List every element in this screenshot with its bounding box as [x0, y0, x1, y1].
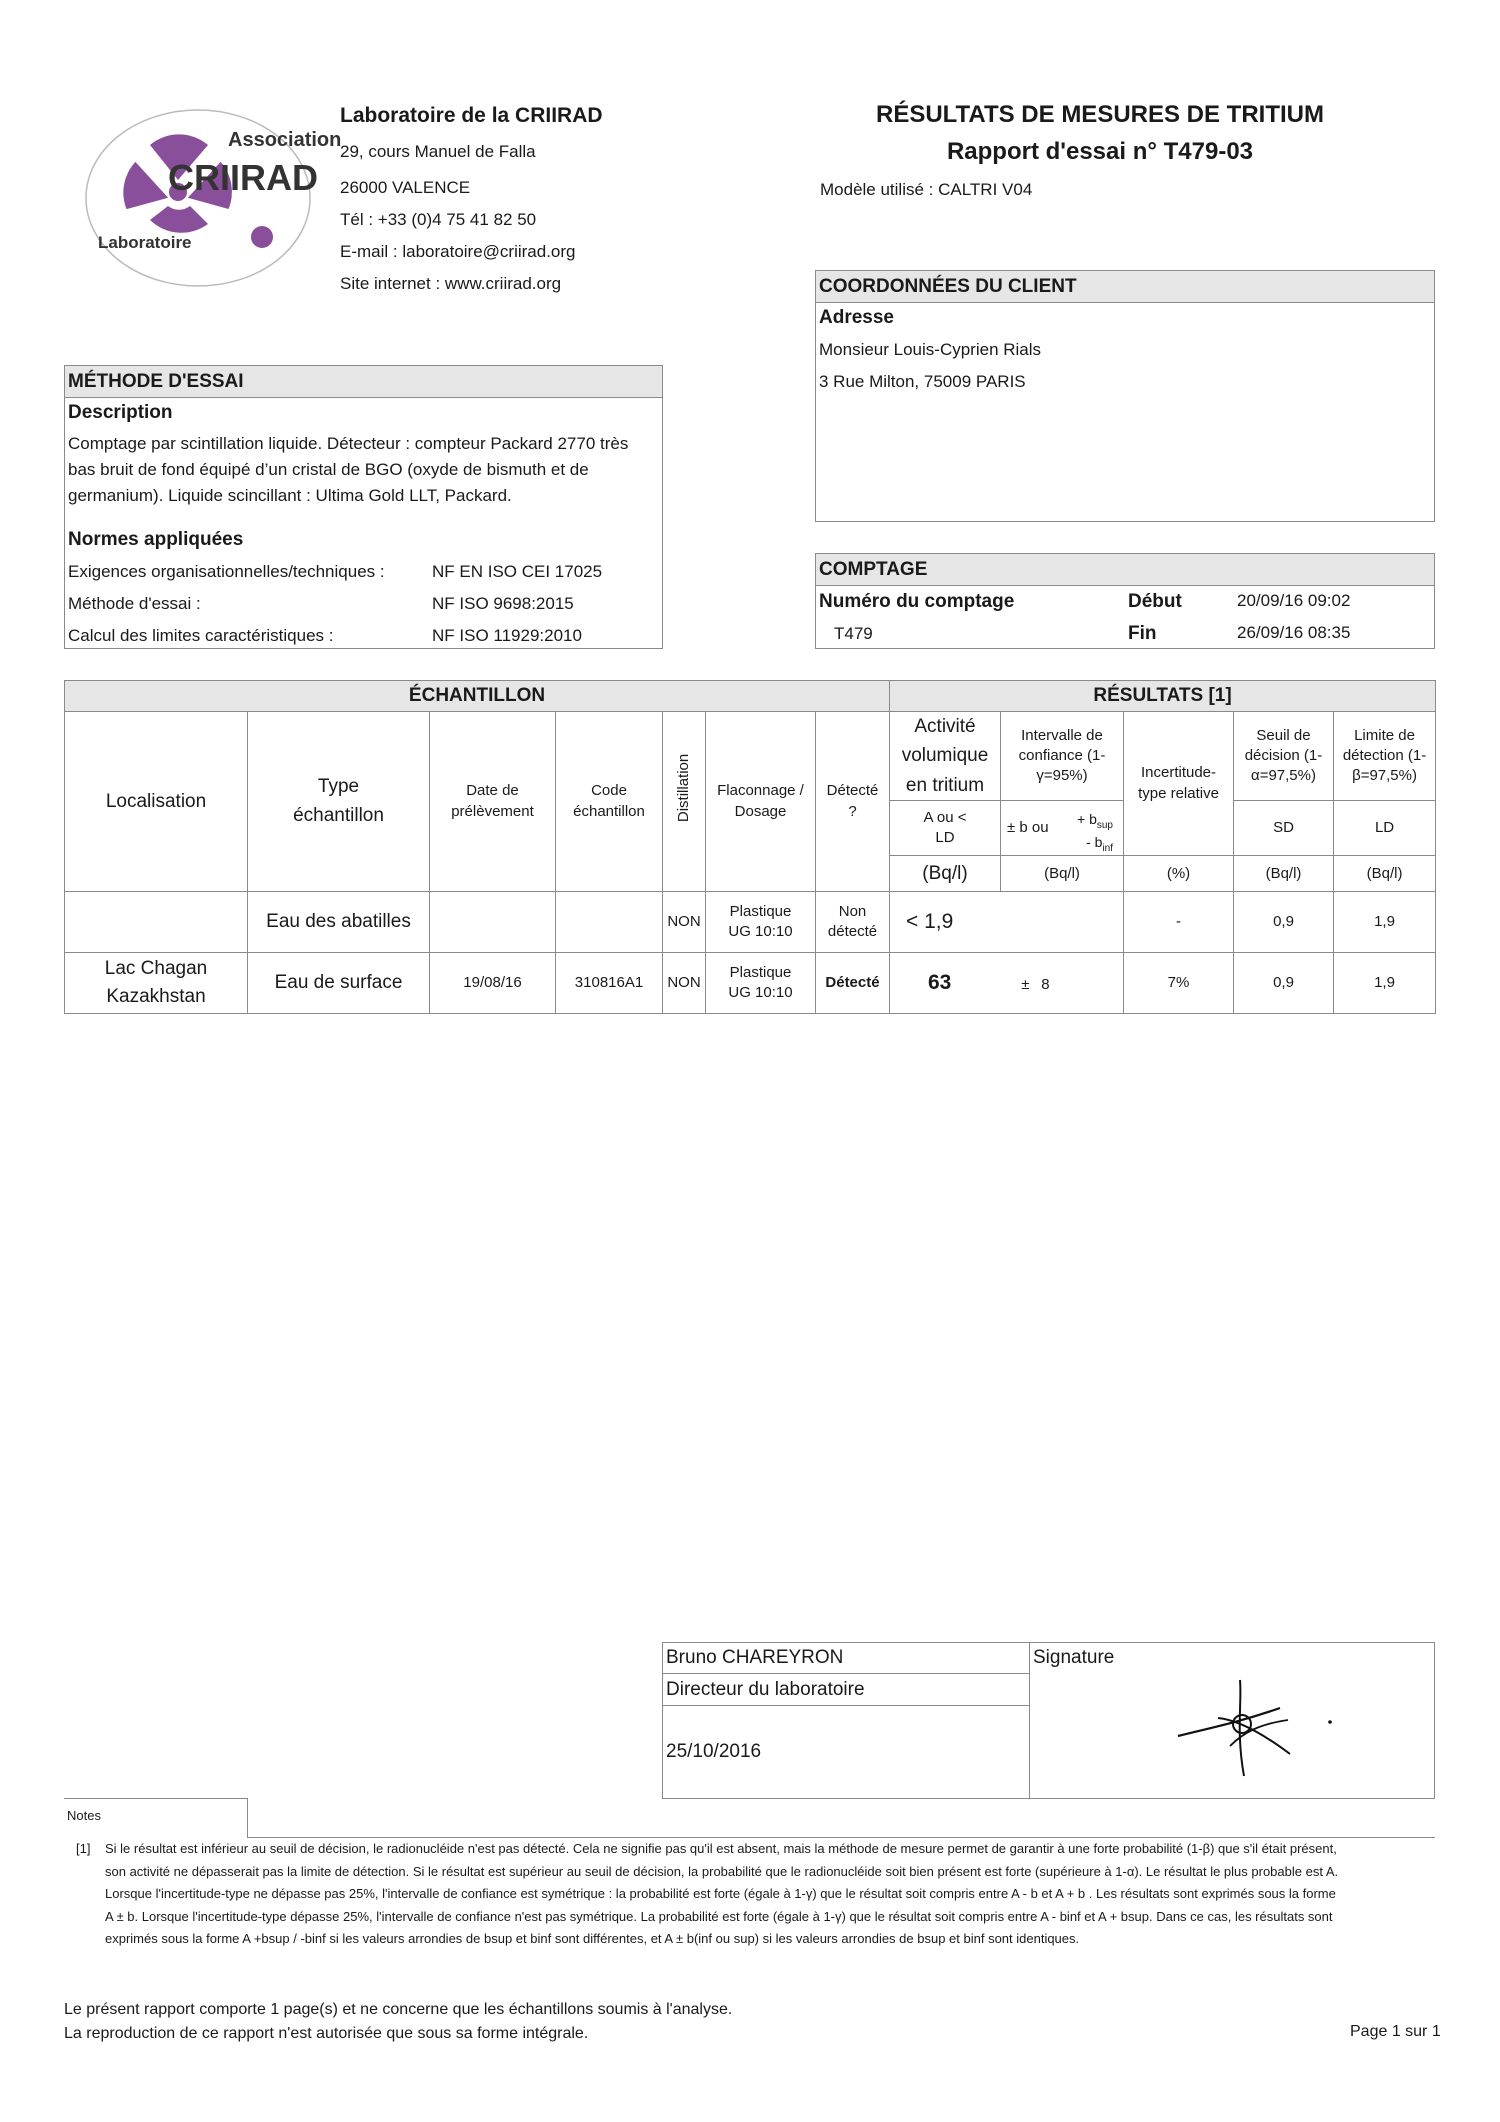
table-group-header-row: [65, 681, 1436, 712]
client-street: 3 Rue Milton, 75009 PARIS: [819, 372, 1026, 391]
note-line: Si le résultat est inférieur au seuil de décision, le radionucléide n'est pas détecté. Cela ne signifie pas qu'il est absent, mais la méthode de mesure permet de garantir à une forte probabilité (1-β) que s'il était présent,: [105, 1841, 1337, 1856]
client-name: Monsieur Louis-Cyprien Rials: [819, 340, 1042, 359]
cell-localisation: [65, 892, 248, 953]
cell-activite: [890, 892, 1124, 953]
footer-line-1: Le présent rapport comporte 1 page(s) et ne concerne que les échantillons soumis à l'analyse.: [64, 2001, 733, 2018]
page-number: Page 1 sur 1: [1350, 2023, 1441, 2040]
col-intervalle-sub: [1001, 801, 1124, 856]
table-row: [65, 892, 1436, 953]
logo-laboratoire-text: Laboratoire: [98, 233, 192, 252]
cell-flaconnage: Plastique UG 10:10: [706, 953, 816, 1014]
note-line: Lorsque l'incertitude-type ne dépasse pas 25%, l'intervalle de confiance est symétrique : la probabilité est forte (égale à 1-γ) que le résultat soit compris entre A - b et A + b . Les résultats sont exprimés sous la forme: [105, 1886, 1336, 1901]
cell-incertitude: -: [1124, 892, 1234, 953]
col-seuil: Seuil de décision (1-α=97,5%): [1234, 712, 1334, 801]
norm-value-1: NF EN ISO CEI 17025: [432, 562, 603, 581]
client-box: [815, 270, 1435, 522]
col-incertitude: Incertitude-type relative: [1124, 712, 1234, 856]
col-incertitude-unit: (%): [1124, 856, 1234, 892]
norm-value-2: NF ISO 9698:2015: [432, 594, 574, 613]
col-activite-sub: A ou < LD: [890, 801, 1001, 856]
cell-flaconnage: Plastique UG 10:10: [706, 892, 816, 953]
col-limite-sub: LD: [1334, 801, 1436, 856]
col-intervalle-bsup-binf: + $b_{sup}$ - $b_{inf}$: [1077, 811, 1113, 854]
col-seuil-sub: SD: [1234, 801, 1334, 856]
lab-name: Laboratoire de la CRIIRAD: [340, 104, 603, 127]
cell-ld: 1,9: [1334, 953, 1436, 1014]
method-description-line-1: Comptage par scintillation liquide. Détecteur : compteur Packard 2770 très: [68, 434, 629, 453]
lab-tel: Tél : +33 (0)4 75 41 82 50: [340, 210, 537, 229]
col-code: Code échantillon: [556, 712, 663, 892]
criirad-logo: [80, 100, 342, 290]
norm-label-2: Méthode d'essai :: [68, 594, 201, 613]
col-limite-unit: (Bq/l): [1334, 856, 1436, 892]
report-number: Rapport d'essai n° T479-03: [946, 138, 1254, 165]
note-text: [105, 1839, 1435, 1949]
note-line: son activité ne dépasserait pas la limite de détection. Si le résultat est supérieur au seuil de décision, la probabilité que le radionucléide soit bien présent est forte (supérieure à 1-α). Le résultat le plus probable est A.: [105, 1863, 1339, 1879]
col-intervalle: Intervalle de confiance (1-γ=95%): [1001, 712, 1124, 801]
lab-address-2: 26000 VALENCE: [340, 178, 471, 197]
footer-line-2: La reproduction de ce rapport n'est autorisée que sous sa forme intégrale.: [64, 2025, 589, 2042]
logo-name-text: CRIIRAD: [168, 157, 318, 198]
cell-activite-value: 63: [928, 971, 952, 995]
table-row: [65, 953, 1436, 1014]
client-header: COORDONNÉES DU CLIENT: [819, 276, 1077, 297]
resultats-header: RÉSULTATS [1]: [890, 681, 1436, 712]
table-header-row-1: [65, 712, 1436, 801]
cell-distillation: NON: [663, 953, 706, 1014]
col-seuil-unit: (Bq/l): [1234, 856, 1334, 892]
method-header: MÉTHODE D'ESSAI: [68, 371, 244, 392]
cell-date: 19/08/16: [430, 953, 556, 1014]
note-ref: [1]: [76, 1841, 91, 1856]
cell-incertitude: 7%: [1124, 953, 1234, 1014]
cell-intervalle-pm: ±: [1021, 976, 1030, 994]
col-activite-unit: (Bq/l): [890, 856, 1001, 892]
cell-activite-value: < 1,9: [906, 910, 954, 934]
col-date: Date de prélèvement: [430, 712, 556, 892]
results-table: [64, 680, 1436, 1014]
lab-email: E-mail : laboratoire@criirad.org: [340, 242, 576, 261]
cell-date: [430, 892, 556, 953]
signatory-name: Bruno CHAREYRON: [666, 1647, 844, 1668]
lab-website: Site internet : www.criirad.org: [340, 274, 562, 293]
comptage-numero-label: Numéro du comptage: [819, 591, 1015, 612]
cell-sd: 0,9: [1234, 953, 1334, 1014]
cell-code: 310816A1: [556, 953, 663, 1014]
notes-label: Notes: [67, 1808, 101, 1823]
cell-ld: 1,9: [1334, 892, 1436, 953]
method-description-line-2: bas bruit de fond équipé d’un cristal de BGO (oxyde de bismuth et de: [68, 460, 589, 479]
col-flaconnage: Flaconnage / Dosage: [706, 712, 816, 892]
signature-date: 25/10/2016: [666, 1741, 762, 1762]
comptage-numero: T479: [834, 624, 873, 643]
note-line: A ± b. Lorsque l'incertitude-type dépasse 25%, l'intervalle de confiance n'est pas symétrique. La probabilité est forte (égale à 1-γ) que le résultat soit compris entre A - binf et A + bsup. Dans ce cas, les résultats sont: [105, 1908, 1333, 1924]
cell-sd: 0,9: [1234, 892, 1334, 953]
comptage-header: COMPTAGE: [819, 559, 928, 580]
cell-code: [556, 892, 663, 953]
cell-distillation: NON: [663, 892, 706, 953]
comptage-debut: 20/09/16 09:02: [1237, 591, 1351, 610]
col-activite: Activité volumique en tritium: [890, 712, 1001, 801]
cell-detecte: Détecté: [816, 953, 890, 1014]
model-used: Modèle utilisé : CALTRI V04: [820, 180, 1033, 199]
col-distillation: [663, 712, 706, 892]
signature-label: Signature: [1033, 1647, 1115, 1668]
comptage-fin-label: Fin: [1128, 623, 1157, 644]
signatory-role: Directeur du laboratoire: [666, 1679, 865, 1700]
cell-type: Eau de surface: [248, 953, 430, 1014]
comptage-fin: 26/09/16 08:35: [1237, 623, 1351, 642]
col-limite: Limite de détection (1-β=97,5%): [1334, 712, 1436, 801]
col-localisation: Localisation: [65, 712, 248, 892]
lab-address-1: 29, cours Manuel de Falla: [340, 142, 536, 161]
cell-activite: [890, 953, 1124, 1014]
method-description-line-3: germanium). Liquide scincillant : Ultima Gold LLT, Packard.: [68, 486, 512, 505]
method-description-label: Description: [68, 402, 173, 423]
norms-label: Normes appliquées: [68, 529, 244, 550]
report-title: RÉSULTATS DE MESURES DE TRITIUM: [875, 101, 1324, 128]
cell-intervalle: 8: [1041, 976, 1050, 994]
logo-association-text: Association: [228, 129, 342, 151]
norm-label-1: Exigences organisationnelles/techniques :: [68, 562, 385, 581]
cell-type: Eau des abatilles: [248, 892, 430, 953]
cell-detecte: Non détecté: [816, 892, 890, 953]
col-intervalle-pm-b: ± b ou: [1007, 819, 1049, 837]
col-type: Type échantillon: [248, 712, 430, 892]
norm-value-3: NF ISO 11929:2010: [432, 626, 582, 645]
col-intervalle-unit: (Bq/l): [1001, 856, 1124, 892]
cell-localisation: Lac Chagan Kazakhstan: [65, 953, 248, 1014]
handwritten-signature: [1170, 1672, 1340, 1782]
norm-label-3: Calcul des limites caractéristiques :: [68, 626, 334, 645]
comptage-debut-label: Début: [1128, 591, 1182, 612]
note-line: exprimés sous la forme A +bsup / -binf si les valeurs arrondies de bsup et binf sont différentes, et A ± b(inf ou sup) si les valeurs arrondies de bsup et binf sont identiques.: [105, 1931, 1080, 1946]
echantillon-header: ÉCHANTILLON: [65, 681, 890, 712]
col-detecte: Détecté ?: [816, 712, 890, 892]
client-address-label: Adresse: [819, 307, 894, 328]
col-distillation-label: Distillation: [674, 753, 692, 822]
